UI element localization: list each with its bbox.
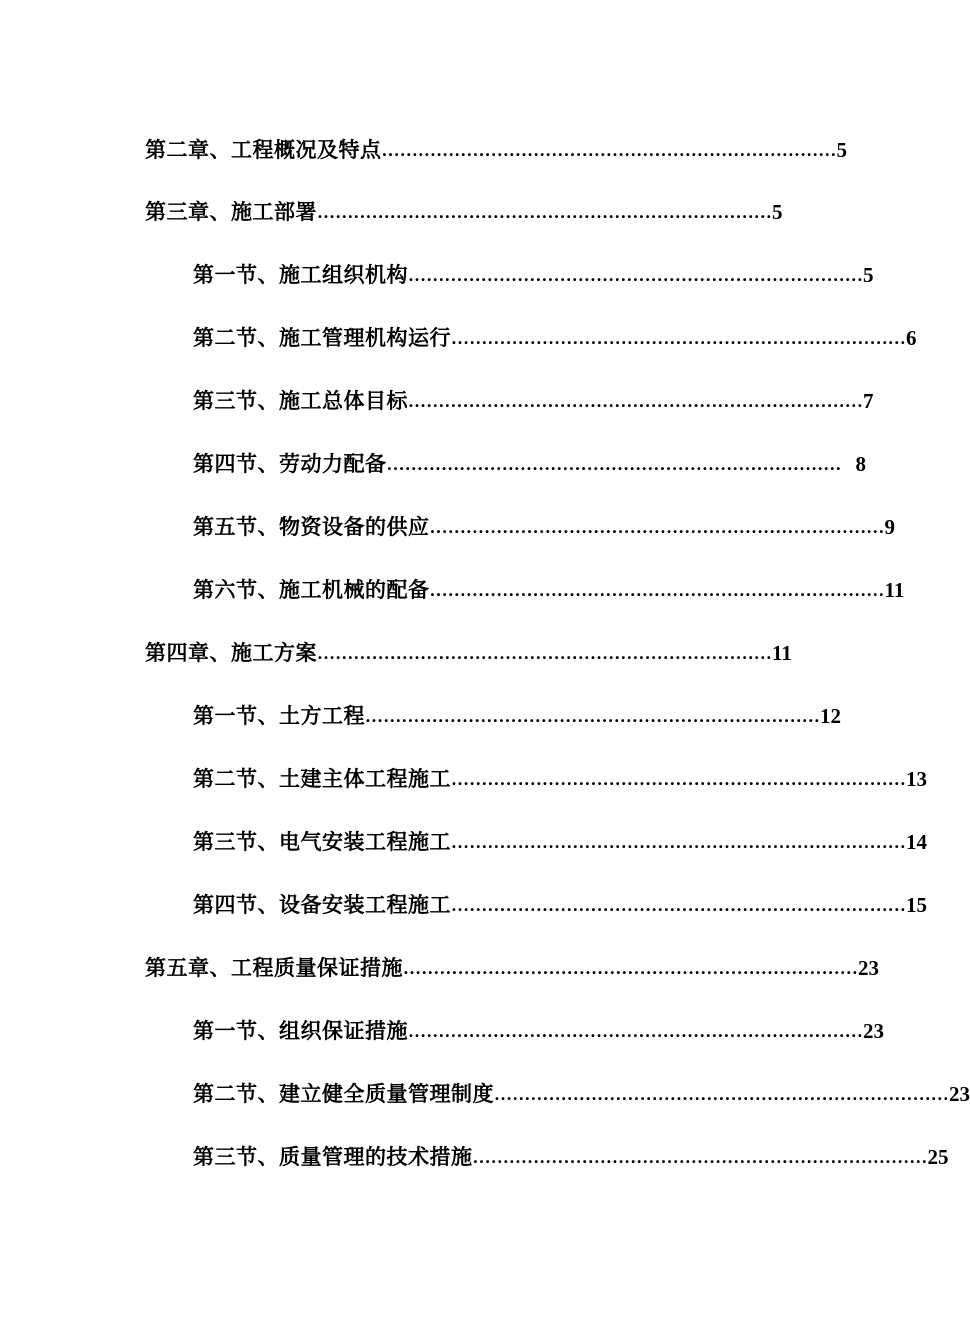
toc-entry-title: 第三节、电气安装工程施工 [193, 830, 451, 854]
toc-entry-title: 第四章、施工方案 [145, 641, 317, 665]
dot-leader: ………………………………………………………………… [408, 391, 863, 411]
toc-entry-section-3-1[interactable] [193, 260, 874, 290]
toc-entry-section-4-3[interactable] [193, 827, 927, 857]
dot-leader: ………………………………………………………………… [408, 265, 863, 285]
toc-entry-page: 13 [906, 767, 927, 791]
toc-entry-section-3-3[interactable] [193, 386, 874, 416]
toc-entry-section-3-2[interactable] [193, 323, 917, 353]
toc-entry-page: 5 [863, 263, 874, 287]
toc-entry-title: 第二章、工程概况及特点 [145, 138, 382, 162]
toc-entry-page: 5 [772, 200, 783, 224]
dot-leader: ………………………………………………………………… [429, 517, 885, 537]
toc-entry-section-5-2[interactable] [193, 1079, 970, 1109]
toc-entry-page: 12 [820, 704, 841, 728]
dot-leader: ………………………………………………………………… [429, 580, 885, 600]
toc-entry-title: 第二节、土建主体工程施工 [193, 767, 451, 791]
toc-entry-title: 第二节、施工管理机构运行 [193, 326, 451, 350]
toc-entry-section-5-3[interactable] [193, 1142, 949, 1172]
toc-entry-chapter-5[interactable] [145, 953, 879, 983]
toc-entry-title: 第五章、工程质量保证措施 [145, 956, 403, 980]
toc-entry-page: 11 [884, 578, 905, 602]
toc-entry-title: 第一节、施工组织机构 [193, 263, 408, 287]
toc-entry-page: 5 [836, 138, 847, 162]
toc-entry-title: 第二节、建立健全质量管理制度 [193, 1082, 494, 1106]
toc-entry-section-4-1[interactable] [193, 701, 841, 731]
toc-entry-page: 23 [949, 1082, 970, 1106]
toc-entry-title: 第四节、劳动力配备 [193, 452, 387, 476]
toc-entry-page: 11 [772, 641, 792, 665]
toc-entry-section-3-4[interactable] [193, 449, 866, 479]
toc-entry-page: 25 [927, 1145, 949, 1169]
toc-entry-section-3-5[interactable] [193, 512, 895, 542]
toc-entry-page: 8 [855, 452, 866, 476]
toc-entry-section-3-6[interactable] [193, 575, 905, 605]
toc-entry-page: 9 [884, 515, 895, 539]
dot-leader: ………………………………………………………………… [317, 643, 772, 663]
toc-entry-page: 14 [906, 830, 927, 854]
toc-entry-chapter-4[interactable] [145, 638, 792, 668]
toc-entry-chapter-3[interactable] [145, 197, 783, 227]
dot-leader: ………………………………………………………………… [451, 895, 906, 915]
dot-leader: ………………………………………………………………… [317, 202, 772, 222]
toc-entry-section-4-2[interactable] [193, 764, 927, 794]
dot-leader: ………………………………………………………………… [365, 706, 820, 726]
toc-entry-title: 第一节、组织保证措施 [193, 1019, 408, 1043]
toc-entry-page: 23 [858, 956, 879, 980]
dot-leader: ………………………………………………………………… [494, 1084, 949, 1104]
toc-entry-title: 第三节、质量管理的技术措施 [193, 1145, 473, 1169]
toc-entry-section-4-4[interactable] [193, 890, 927, 920]
dot-leader: ………………………………………………………………… [472, 1147, 928, 1167]
dot-leader: ………………………………………………………………… [403, 958, 858, 978]
dot-leader: ………………………………………………………………… [381, 140, 837, 160]
toc-entry-title: 第六节、施工机械的配备 [193, 578, 430, 602]
toc-entry-chapter-2[interactable] [145, 135, 847, 165]
toc-entry-section-5-1[interactable] [193, 1016, 884, 1046]
toc-entry-title: 第一节、土方工程 [193, 704, 365, 728]
dot-leader: ………………………………………………………………… [408, 1021, 863, 1041]
dot-leader: ………………………………………………………………… [386, 454, 842, 474]
dot-leader: ………………………………………………………………… [451, 328, 906, 348]
toc-entry-title: 第三章、施工部署 [145, 200, 317, 224]
dot-leader: ………………………………………………………………… [451, 769, 906, 789]
toc-entry-page: 6 [906, 326, 917, 350]
toc-entry-title: 第四节、设备安装工程施工 [193, 893, 451, 917]
toc-entry-title: 第三节、施工总体目标 [193, 389, 408, 413]
dot-leader: ………………………………………………………………… [451, 832, 906, 852]
toc-entry-page: 23 [863, 1019, 884, 1043]
toc-entry-page: 7 [863, 389, 874, 413]
toc-entry-page: 15 [906, 893, 927, 917]
toc-entry-title: 第五节、物资设备的供应 [193, 515, 430, 539]
